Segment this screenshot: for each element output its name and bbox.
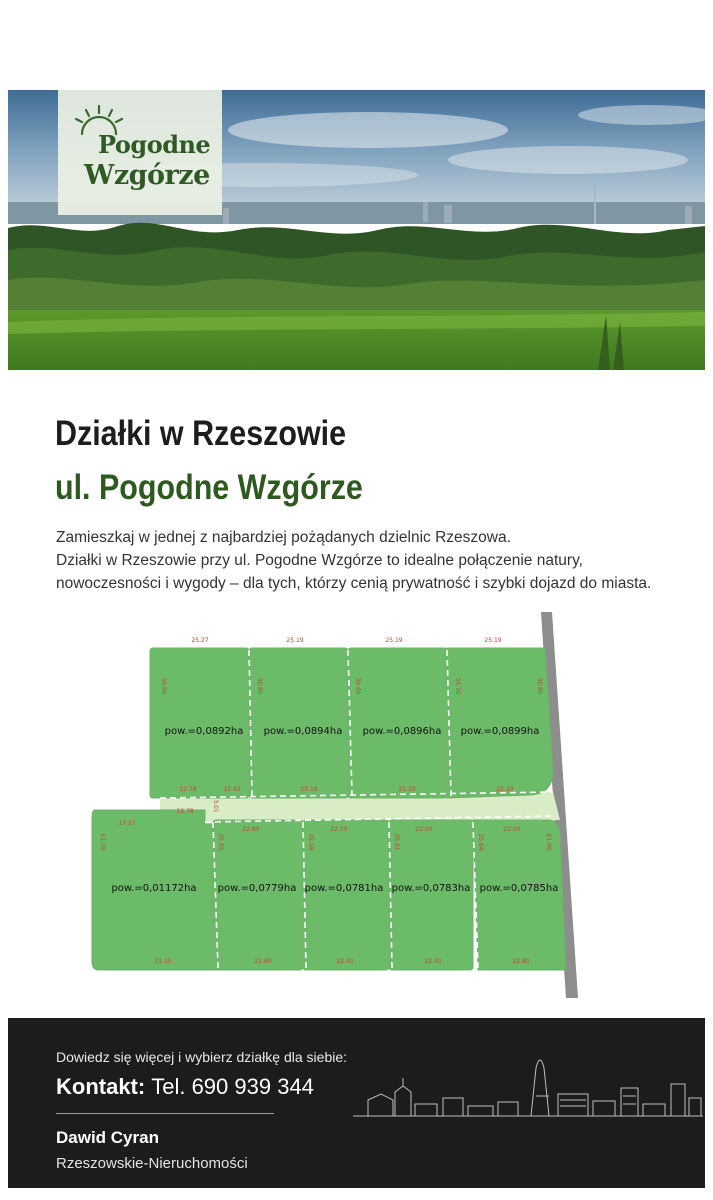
plot-area-label: pow.=0,0892ha: [164, 726, 244, 737]
city-skyline-icon: [353, 1046, 703, 1136]
plot-area-label: pow.=0,0785ha: [479, 883, 559, 894]
dimension-label: 22.00: [503, 826, 521, 833]
dimension-label: 30.80: [256, 677, 263, 695]
dimension-label: 35.70: [454, 677, 461, 695]
plot-area-label: pow.=0,0781ha: [304, 883, 384, 894]
plot-top-1[interactable]: [150, 648, 249, 798]
dimension-label: 22.00: [336, 958, 354, 965]
dimension-label: 25.19: [286, 637, 304, 644]
dimension-label: 30.60: [354, 677, 361, 695]
dimension-label: 61.19: [99, 833, 106, 851]
dimension-label: 3.01: [212, 799, 219, 813]
plot-area-label: pow.=0,0899ha: [460, 726, 540, 737]
company-name: Rzeszowskie-Nieruchomości: [56, 1155, 248, 1172]
dimension-label: 12.78: [176, 808, 194, 815]
dimension-label: 25.19: [496, 786, 514, 793]
dimension-label: 30.80: [536, 677, 543, 695]
phone-link[interactable]: Tel. 690 939 344: [151, 1074, 314, 1099]
contact-line: [56, 1074, 314, 1100]
footer-lead-text: Dowiedz się więcej i wybierz działkę dla siebie:: [56, 1049, 348, 1065]
plot-area-label: pow.=0,0783ha: [391, 883, 471, 894]
brand-logo: [58, 90, 222, 215]
dimension-label: 35.61: [393, 833, 400, 851]
dimension-label: 25.27: [191, 637, 209, 644]
dimension-label: 61.99: [545, 833, 552, 851]
page-title: Działki w Rzeszowie: [55, 414, 347, 453]
dimension-label: 12.78: [179, 786, 197, 793]
dimension-label: 22.80: [242, 826, 260, 833]
dimension-label: 22.80: [512, 958, 530, 965]
dimension-label: 31.35: [154, 958, 172, 965]
dimension-label: 30.90: [160, 677, 167, 695]
plot-bottom-2[interactable]: [213, 820, 303, 970]
dimension-label: 35.64: [477, 833, 484, 851]
dimension-label: 22.80: [254, 958, 272, 965]
agent-name: Dawid Cyran: [56, 1128, 159, 1147]
plot-area-label: pow.=0,01172ha: [111, 883, 197, 894]
dimension-label: 25.19: [484, 637, 502, 644]
dimension-label: 35.58: [307, 833, 314, 851]
contact-footer: [8, 1018, 705, 1188]
plot-top-2[interactable]: [249, 648, 348, 798]
dimension-label: 22.00: [424, 958, 442, 965]
contact-label: Kontakt:: [56, 1074, 146, 1099]
plot-plan: [0, 610, 713, 1015]
dimension-label: 25.19: [300, 786, 318, 793]
page-subtitle: ul. Pogodne Wzgórze: [55, 468, 363, 507]
intro-line: nowoczesności i wygody – dla tych, którzy cenią prywatność i szybki dojazd do miasta.: [56, 575, 652, 592]
dimension-label: 35.55: [217, 833, 224, 851]
intro-line: Zamieszkaj w jednej z najbardziej pożądanych dzielnic Rzeszowa.: [56, 529, 511, 546]
intro-text: [56, 526, 696, 595]
plot-area-label: pow.=0,0896ha: [362, 726, 442, 737]
dimension-label: 25.19: [398, 786, 416, 793]
plot-area-label: pow.=0,0779ha: [217, 883, 297, 894]
dimension-label: 17.57: [118, 820, 136, 827]
footer-divider: [56, 1113, 274, 1114]
dimension-label: 25.19: [385, 637, 403, 644]
plot-bottom-3[interactable]: [303, 820, 389, 970]
plot-top-3[interactable]: [348, 648, 447, 798]
plot-bottom-4[interactable]: [389, 820, 473, 970]
dimension-label: 22.00: [415, 826, 433, 833]
plot-top-4[interactable]: [447, 648, 553, 798]
dimension-label: 12.42: [223, 786, 241, 793]
plot-area-label: pow.=0,0894ha: [263, 726, 343, 737]
intro-line: Działki w Rzeszowie przy ul. Pogodne Wzgórze to idealne połączenie natury,: [56, 552, 583, 569]
logo-text-line2: Wzgórze: [84, 160, 210, 191]
logo-text-line1: Pogodne: [98, 130, 211, 159]
dimension-label: 22.00: [330, 826, 348, 833]
